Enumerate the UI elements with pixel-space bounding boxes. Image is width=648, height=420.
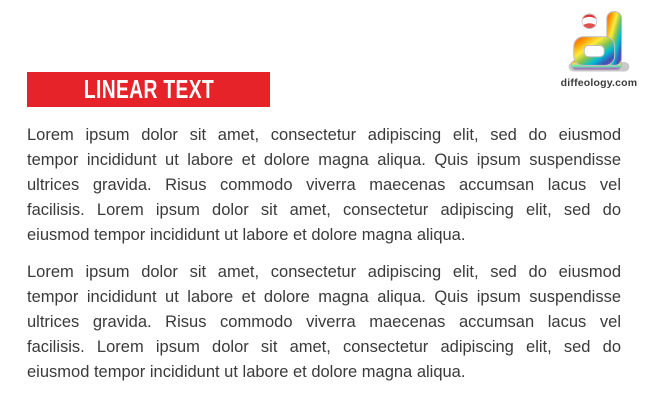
- paragraph: [27, 123, 621, 248]
- rainbow-d-icon: [566, 8, 632, 76]
- text-line: Lorem ipsum dolor sit amet, consectetur adipiscing elit, sed do eiusmod: [27, 263, 621, 281]
- text-line: facilisis. Lorem ipsum dolor sit amet, consectetur adipiscing elit, sed do: [27, 338, 621, 356]
- text-line: tempor incididunt ut labore et dolore magna aliqua. Quis ipsum suspendisse: [27, 151, 621, 169]
- banner-title: LINEAR TEXT: [83, 73, 214, 104]
- logo-caption: diffeology.com: [560, 77, 638, 89]
- paragraph: [27, 260, 621, 385]
- text-line: ultrices gravida. Risus commodo viverra maecenas accumsan lacus vel: [27, 176, 621, 194]
- body-content: [27, 123, 621, 397]
- text-line: Lorem ipsum dolor sit amet, consectetur adipiscing elit, sed do eiusmod: [27, 126, 621, 144]
- text-line: tempor incididunt ut labore et dolore magna aliqua. Quis ipsum suspendisse: [27, 288, 621, 306]
- text-line: eiusmod tempor incididunt ut labore et dolore magna aliqua.: [27, 226, 466, 244]
- diffeology-logo: [559, 8, 639, 89]
- text-line: eiusmod tempor incididunt ut labore et dolore magna aliqua.: [27, 363, 466, 381]
- text-line: ultrices gravida. Risus commodo viverra maecenas accumsan lacus vel: [27, 313, 621, 331]
- section-banner: [27, 72, 270, 107]
- text-line: facilisis. Lorem ipsum dolor sit amet, consectetur adipiscing elit, sed do: [27, 201, 621, 219]
